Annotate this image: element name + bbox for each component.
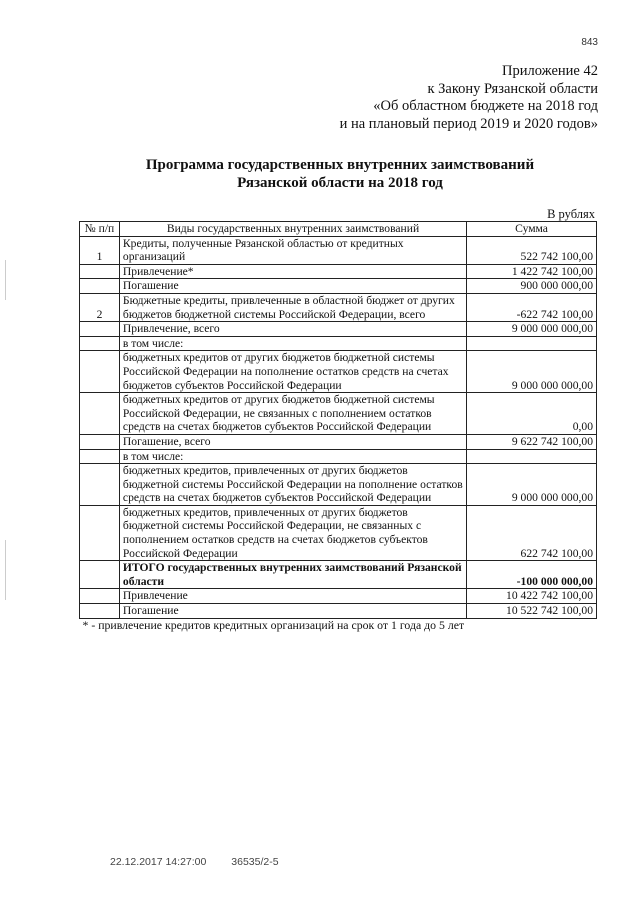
row-number: 1 — [80, 236, 120, 264]
table-row — [80, 322, 597, 337]
row-amount: 9 000 000 000,00 — [467, 322, 597, 337]
row-amount: 9 000 000 000,00 — [467, 464, 597, 506]
row-number — [80, 434, 120, 449]
table-row — [80, 293, 597, 321]
row-number — [80, 604, 120, 619]
header-num: № п/п — [80, 222, 120, 237]
row-amount: 10 522 742 100,00 — [467, 604, 597, 619]
table-row — [80, 351, 597, 393]
footer — [110, 856, 301, 868]
row-number — [80, 393, 120, 435]
table-row — [80, 336, 597, 351]
row-description: ИТОГО государственных внутренних заимствований Рязанской области — [119, 561, 466, 589]
table-row — [80, 393, 597, 435]
row-amount — [467, 449, 597, 464]
borrowing-table — [79, 221, 597, 632]
row-amount: 0,00 — [467, 393, 597, 435]
row-description: Погашение, всего — [119, 434, 466, 449]
page-number: 843 — [581, 37, 598, 48]
row-description: Привлечение, всего — [119, 322, 466, 337]
document-title — [80, 156, 600, 192]
table-row — [80, 561, 597, 589]
row-description: бюджетных кредитов, привлеченных от других бюджетов бюджетной системы Российской Федерации на пополнение остатков средств на счетах бюджетов субъектов Российской Федерации — [119, 464, 466, 506]
table-row — [80, 604, 597, 619]
row-number — [80, 264, 120, 279]
row-description: Погашение — [119, 279, 466, 294]
row-description: Привлечение — [119, 589, 466, 604]
header-type: Виды государственных внутренних заимствований — [119, 222, 466, 237]
table-row — [80, 464, 597, 506]
title-line: Рязанской области на 2018 год — [237, 175, 443, 191]
table-header-row — [80, 222, 597, 237]
table-row — [80, 589, 597, 604]
row-amount: 622 742 100,00 — [467, 505, 597, 560]
row-number — [80, 351, 120, 393]
row-amount: -622 742 100,00 — [467, 293, 597, 321]
row-amount: -100 000 000,00 — [467, 561, 597, 589]
row-amount: 900 000 000,00 — [467, 279, 597, 294]
appendix-line: и на плановый период 2019 и 2020 годов» — [339, 115, 598, 132]
row-amount: 522 742 100,00 — [467, 236, 597, 264]
appendix-line: «Об областном бюджете на 2018 год — [373, 98, 598, 114]
footer-datetime: 22.12.2017 14:27:00 — [110, 856, 207, 868]
footer-doc-code: 36535/2-5 — [231, 856, 279, 868]
row-amount — [467, 336, 597, 351]
row-description: Бюджетные кредиты, привлеченные в областной бюджет от других бюджетов бюджетной системы Российской Федерации, всего — [119, 293, 466, 321]
row-number — [80, 589, 120, 604]
row-number — [80, 505, 120, 560]
title-line: Программа государственных внутренних заимствований — [145, 157, 535, 173]
row-description: Погашение — [119, 604, 466, 619]
row-number — [80, 449, 120, 464]
row-description: Привлечение* — [119, 264, 466, 279]
table-row — [80, 449, 597, 464]
row-description: в том числе: — [119, 336, 466, 351]
row-description: бюджетных кредитов от других бюджетов бюджетной системы Российской Федерации на пополнение остатков средств на счетах бюджетов субъектов Российской Федерации — [119, 351, 466, 393]
row-number — [80, 336, 120, 351]
row-description: Кредиты, полученные Рязанской областью от кредитных организаций — [119, 236, 466, 264]
row-description: в том числе: — [119, 449, 466, 464]
row-number: 2 — [80, 293, 120, 321]
row-description: бюджетных кредитов от других бюджетов бюджетной системы Российской Федерации, не связанных с пополнением остатков средств на счетах бюджетов субъектов Российской Федерации — [119, 393, 466, 435]
units-label: В рублях — [547, 207, 595, 221]
row-amount: 9 622 742 100,00 — [467, 434, 597, 449]
table-row — [80, 434, 597, 449]
row-amount: 1 422 742 100,00 — [467, 264, 597, 279]
table-row — [80, 279, 597, 294]
appendix-line: к Закону Рязанской области — [427, 80, 598, 97]
row-amount: 10 422 742 100,00 — [467, 589, 597, 604]
row-amount: 9 000 000 000,00 — [467, 351, 597, 393]
appendix-header — [340, 63, 598, 133]
row-description: бюджетных кредитов, привлеченных от других бюджетов бюджетной системы Российской Федерации, не связанных с пополнением остатков средств на счетах бюджетов субъектов Российской Федерации — [119, 505, 466, 560]
table-row — [80, 264, 597, 279]
row-number — [80, 279, 120, 294]
row-number — [80, 322, 120, 337]
row-number — [80, 464, 120, 506]
row-number — [80, 561, 120, 589]
header-sum: Сумма — [467, 222, 597, 237]
table-row — [80, 236, 597, 264]
table-footnote: * - привлечение кредитов кредитных организаций на срок от 1 года до 5 лет — [82, 617, 465, 632]
appendix-line: Приложение 42 — [502, 63, 598, 79]
table-row — [80, 505, 597, 560]
